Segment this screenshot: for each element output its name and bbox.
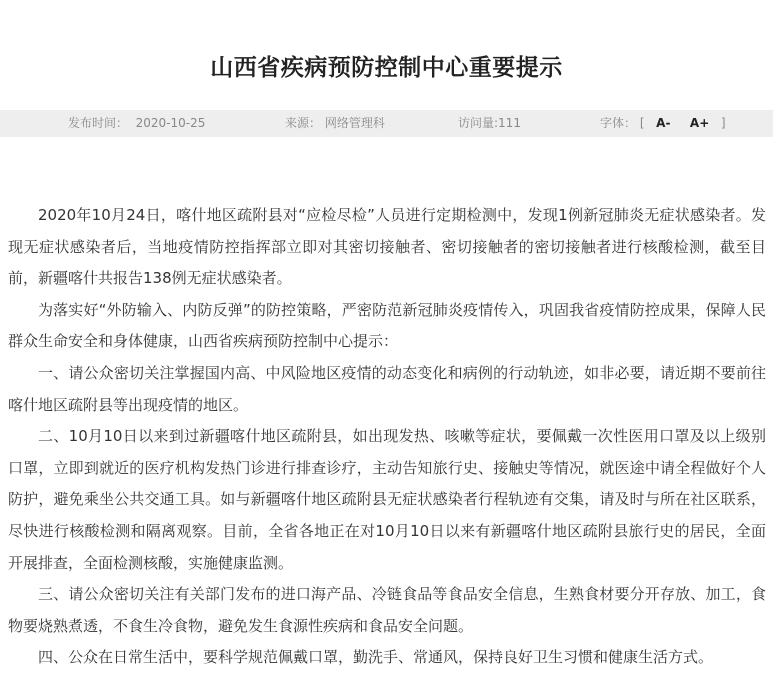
publish-date-value: 2020-10-25 [135,116,206,130]
source-value: 网络管理科 [324,116,385,130]
bracket-open: [ [639,116,645,130]
article-body [8,200,766,674]
article-meta-bar [0,110,773,137]
view-count-label: 访问量: [458,116,499,130]
paragraph: 二、10月10日以来到过新疆喀什地区疏附县，如出现发热、咳嗽等症状，要佩戴一次性医用口罩及以上级别口罩，立即到就近的医疗机构发热门诊进行排查诊疗，主动告知旅行史、接触史等情况，就医途中请全程做好个人防护，避免乘坐公共交通工具。如与新疆喀什地区疏附县无症状感染者行程轨迹有交集，请及时与所在社区联系，尽快进行核酸检测和隔离观察。目前，全省各地正在对10月10日以来有新疆喀什地区疏附县旅行史的居民，全面开展排查，全面检测核酸，实施健康监测。 [8,427,766,572]
publish-date-label: 发布时间： [68,116,129,130]
font-size-label: 字体： [600,116,637,130]
page-title: 山西省疾病预防控制中心重要提示 [210,55,563,82]
bracket-close: ] [720,116,726,130]
publish-date [68,110,205,137]
paragraph: 为落实好“外防输入、内防反弹”的防控策略，严密防范新冠肺炎疫情传入，巩固我省疫情防控成果，保障人民群众生命安全和身体健康，山西省疾病预防控制中心提示： [8,300,766,351]
paragraph: 四、公众在日常生活中，要科学规范佩戴口罩，勤洗手、常通风，保持良好卫生习惯和健康生活方式。 [38,648,714,667]
view-count [458,110,521,137]
paragraph: 三、请公众密切关注有关部门发布的进口海产品、冷链食品等食品安全信息，生熟食材要分开存放、加工，食物要烧熟煮透，不食生冷食物，避免发生食源性疾病和食品安全问题。 [8,585,766,635]
paragraph: 2020年10月24日，喀什地区疏附县对“应检尽检”人员进行定期检测中，发现1例新冠肺炎无症状感染者。发现无症状感染者后，当地疫情防控指挥部立即对其密切接触者、密切接触者的密切接触者进行核酸检测，截至目前，新疆喀什共报告138例无症状感染者。 [8,206,766,288]
source [285,110,385,137]
font-larger-button[interactable]: A+ [689,116,710,130]
source-label: 来源： [285,116,322,130]
font-smaller-button[interactable]: A- [656,116,671,130]
view-count-value: 111 [498,116,521,130]
font-size-controls [600,110,726,137]
paragraph: 一、请公众密切关注掌握国内高、中风险地区疫情的动态变化和病例的行动轨迹，如非必要，请近期不要前往喀什地区疏附县等出现疫情的地区。 [8,363,766,414]
